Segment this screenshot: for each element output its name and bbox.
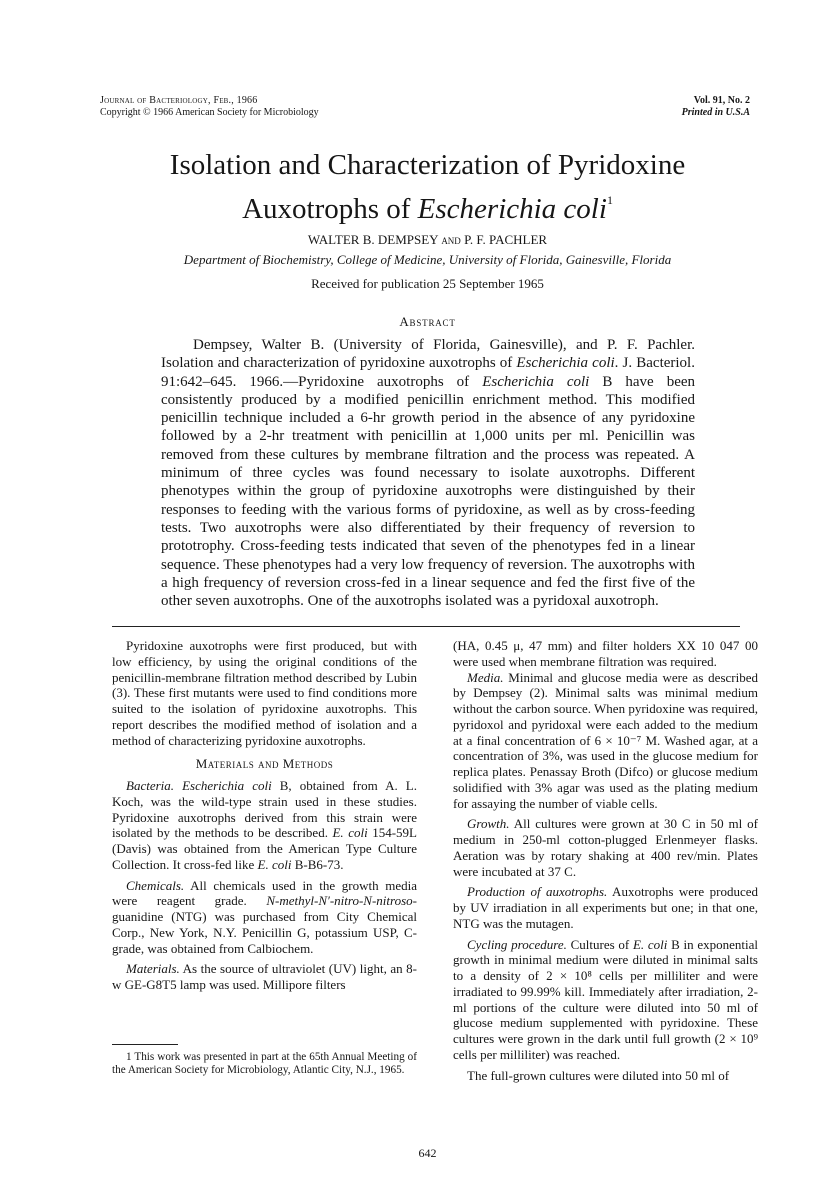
continued-paragraph: (HA, 0.45 μ, 47 mm) and filter holders XX 10 047 00 were used when membrane filtration was required. bbox=[453, 638, 758, 669]
copyright-line: Copyright © 1966 American Society for Microbiology bbox=[100, 107, 319, 118]
abstract-body bbox=[161, 336, 695, 610]
chemicals-label: Chemicals. bbox=[126, 877, 185, 893]
chemicals-paragraph bbox=[112, 878, 417, 957]
volume-line: Vol. 91, No. 2 bbox=[693, 95, 750, 106]
paragraph-text: All chemicals used in the growth media were reagent grade. bbox=[112, 877, 417, 909]
ntg-name: N-methyl-N′-nitro-N-nitroso- bbox=[266, 893, 417, 909]
paragraph-text: 154-59L (Davis) was obtained from the American Type Culture Collection. It cross-fed like bbox=[112, 825, 417, 872]
title-prefix: Auxotrophs of bbox=[242, 193, 418, 225]
production-paragraph bbox=[453, 884, 758, 931]
paper-title bbox=[100, 148, 755, 227]
growth-label: Growth. bbox=[467, 816, 510, 832]
abstract-species: Escherichia coli bbox=[482, 373, 590, 390]
abstract-part: . J. Bacteriol. 91:642–645. 1966.—Pyridoxine auxotrophs of bbox=[161, 355, 695, 390]
paragraph-text: Cultures of bbox=[566, 936, 633, 952]
footnote: 1 This work was presented in part at the 65th Annual Meeting of the American Society for Microbiology, Atlantic City, N.J., 1965. bbox=[112, 1051, 417, 1077]
species-name: Escherichia coli bbox=[182, 778, 272, 793]
paragraph-text: All cultures were grown at 30 C in 50 ml of medium in 250-ml cotton-plugged Erlenmeyer flasks. Aeration was by rotary shaking at 400 rev/min. Plates were incubated at 37 C. bbox=[453, 816, 758, 879]
cycling-paragraph bbox=[453, 937, 758, 1063]
author-1: WALTER B. DEMPSEY bbox=[307, 232, 439, 247]
species-name: E. coli bbox=[632, 936, 668, 952]
received-date: Received for publication 25 September 1965 bbox=[311, 276, 544, 291]
growth-paragraph bbox=[453, 816, 758, 879]
title-footnote-mark: 1 bbox=[606, 193, 613, 207]
journal-line: Journal of Bacteriology, Feb., 1966 bbox=[100, 95, 258, 106]
paragraph-text: B-B6-73. bbox=[291, 856, 344, 872]
footnote-divider bbox=[112, 1044, 178, 1045]
bacteria-paragraph bbox=[112, 778, 417, 873]
paragraph-text: Auxotrophs were produced by UV irradiation in all experiments but one; in that one, NTG was the mutagen. bbox=[453, 884, 758, 931]
abstract-heading: Abstract bbox=[399, 314, 456, 329]
materials-paragraph bbox=[112, 961, 417, 993]
species-name: E. coli bbox=[257, 856, 292, 872]
title-line-2 bbox=[100, 183, 755, 227]
abstract-part: Dempsey, Walter B. (University of Florida, Gainesville), and P. F. Pachler. Isolation and characterization of pyridoxine auxotrophs of bbox=[161, 337, 695, 372]
intro-paragraph: Pyridoxine auxotrophs were first produced, but with low efficiency, by using the original conditions of the penicillin-membrane filtration method described by Lubin (3). These first mutants were used to find conditions more suited to the isolation of pyridoxine auxotrophs. This report describes the modified method of isolation and a method of characterizing pyridoxine auxotrophs. bbox=[112, 638, 417, 748]
running-header-right bbox=[682, 95, 750, 119]
authors bbox=[100, 232, 755, 248]
paragraph-text: guanidine (NTG) was purchased from City Chemical Corp., New York, N.Y. Penicillin G, potassium USP, C-grade, was obtained from Calbiochem. bbox=[112, 909, 417, 956]
page-number: 642 bbox=[418, 1146, 437, 1160]
running-header-left bbox=[100, 95, 319, 119]
left-column bbox=[112, 638, 417, 993]
abstract-part: B have been consistently produced by a modified penicillin enrichment method. This modified penicillin technique included a 6-hr growth period in the absence of any pyridoxine followed by a 2-hr treatment with penicillin at 1,000 units per ml. Penicillin was removed from these cultures by membrane filtration and the process was repeated. A minimum of three cycles was found necessary to isolate auxotrophs. Different phenotypes within the group of pyridoxine auxotrophs were distinguished by their responses to feeding with the various forms of pyridoxine, as well as by cross-feeding tests. Two auxotrophs were also differentiated by their frequency of reversion to prototrophy. Cross-feeding tests indicated that seven of the phenotypes fed in a linear sequence. These phenotypes had a very low frequency of reversion. The auxotrophs with a high frequency of reversion cross-fed in a linear sequence and fed the first five of the other seven auxotrophs. One of the auxotrophs isolated was a pyridoxal auxotroph. bbox=[161, 373, 696, 610]
methods-heading: Materials and Methods bbox=[195, 756, 334, 772]
authors-and: and bbox=[441, 232, 461, 247]
paragraph-text: As the source of ultraviolet (UV) light, an 8-w GE-G8T5 lamp was used. Millipore filters bbox=[112, 961, 417, 992]
paragraph-text: Minimal and glucose media were as described by Dempsey (2). Minimal salts was minimal medium without the carbon source. When pyridoxine was required, pyridoxol and pyridoxal were each added to the medium at a final concentration of 6 × 10⁻⁷ M. Washed agar, at a concentration of 3%, was used in the glucose medium for replica plates. Penassay Broth (Difco) or glucose medium solidified with 3% agar was used as the plating medium for assaying the number of viable cells. bbox=[453, 669, 758, 811]
paragraph-text: B, obtained from A. L. Koch, was the wild-type strain used in these studies. Pyridoxine auxotrophs derived from this strain were isolated by the methods to be described. bbox=[112, 778, 417, 841]
right-column bbox=[453, 638, 758, 1083]
media-label: Media. bbox=[467, 669, 504, 685]
materials-label: Materials. bbox=[126, 961, 180, 977]
production-label: Production of auxotrophs. bbox=[467, 884, 608, 900]
species-name: E. coli bbox=[332, 825, 368, 841]
author-2: P. F. PACHLER bbox=[464, 232, 548, 247]
abstract-species: Escherichia coli bbox=[516, 355, 615, 372]
title-line-1: Isolation and Characterization of Pyridoxine bbox=[169, 149, 686, 181]
bacteria-label: Bacteria. bbox=[126, 778, 175, 793]
media-paragraph bbox=[453, 670, 758, 812]
cycling-label: Cycling procedure. bbox=[467, 936, 567, 952]
printed-line: Printed in U.S.A bbox=[681, 107, 750, 118]
fullgrown-paragraph: The full-grown cultures were diluted into 50 ml of bbox=[467, 1067, 730, 1083]
title-species: Escherichia coli bbox=[417, 193, 607, 225]
section-divider bbox=[112, 626, 740, 627]
affiliation: Department of Biochemistry, College of Medicine, University of Florida, Gainesville, Florida bbox=[183, 252, 672, 267]
paragraph-text: B in exponential growth in minimal medium were diluted in minimal salts to a density of 2 × 10⁸ cells per milliliter and were irradiated to 99.99% kill. Immediately after irradiation, 2-ml portions of the culture were diluted into 50 ml of glucose medium supplemented with pyridoxine. These cultures were grown in the dark until full growth (2 × 10⁹ cells per milliliter) was reached. bbox=[453, 936, 759, 1062]
